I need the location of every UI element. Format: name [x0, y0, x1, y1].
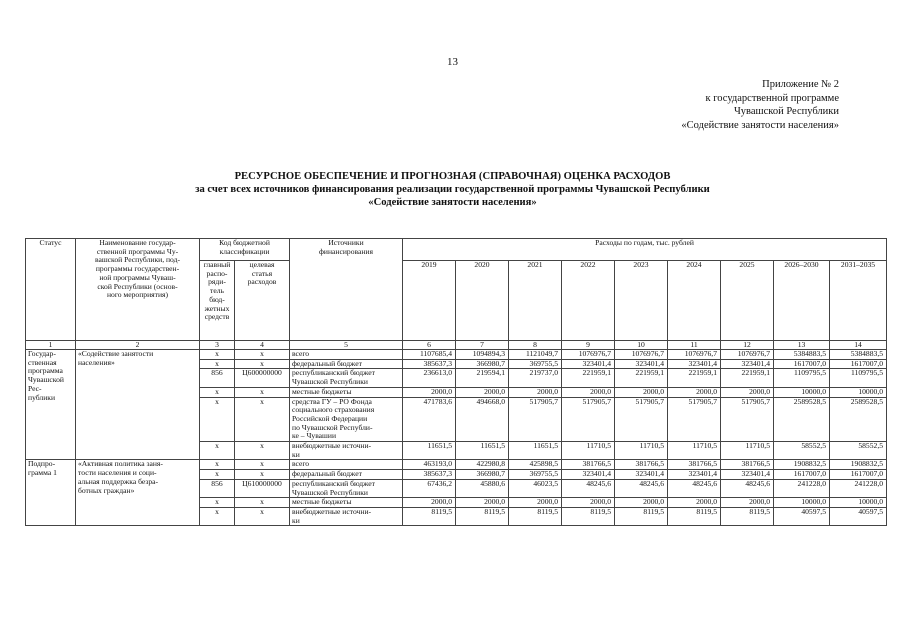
- row-value: 2000,0: [509, 387, 562, 397]
- row-value: 471783,6: [403, 397, 456, 442]
- row-grbs: 856: [200, 369, 235, 387]
- row-value: 323401,4: [668, 359, 721, 369]
- row-value: 10000,0: [774, 387, 830, 397]
- column-number: 7: [456, 341, 509, 350]
- appendix-line: к государственной программе: [705, 92, 839, 104]
- row-value: 381766,5: [562, 460, 615, 470]
- row-target: Ц610000000: [235, 479, 290, 497]
- row-value: 58552,5: [830, 442, 887, 460]
- row-value: 517905,7: [615, 397, 668, 442]
- appendix-note: [579, 78, 839, 132]
- table-header: [26, 239, 887, 341]
- row-target: x: [235, 507, 290, 525]
- header-year: 2031–2035: [830, 261, 887, 341]
- row-target: x: [235, 350, 290, 360]
- row-source: республиканский бюджет Чувашской Республики: [290, 369, 403, 387]
- row-value: 425898,5: [509, 460, 562, 470]
- row-target: x: [235, 387, 290, 397]
- row-source: внебюджетные источни- ки: [290, 442, 403, 460]
- column-number: 6: [403, 341, 456, 350]
- row-value: 2000,0: [668, 498, 721, 508]
- row-value: 323401,4: [721, 470, 774, 480]
- row-value: 366980,7: [456, 470, 509, 480]
- row-value: 221959,1: [562, 369, 615, 387]
- title-line-3: «Содействие занятости населения»: [368, 197, 537, 208]
- row-value: 40597,5: [830, 507, 887, 525]
- row-value: 422980,8: [456, 460, 509, 470]
- row-value: 221959,1: [615, 369, 668, 387]
- row-status: Подпро- грамма 1: [26, 460, 76, 526]
- row-value: 2000,0: [403, 498, 456, 508]
- column-number: 1: [26, 341, 76, 350]
- row-value: 1617007,0: [774, 470, 830, 480]
- row-source: местные бюджеты: [290, 387, 403, 397]
- row-value: 1094894,3: [456, 350, 509, 360]
- header-year: 2026–2030: [774, 261, 830, 341]
- column-number: 4: [235, 341, 290, 350]
- row-value: 2000,0: [668, 387, 721, 397]
- row-value: 11710,5: [668, 442, 721, 460]
- row-value: 48245,6: [721, 479, 774, 497]
- header-year: 2022: [562, 261, 615, 341]
- header-year: 2019: [403, 261, 456, 341]
- row-value: 517905,7: [721, 397, 774, 442]
- row-value: 2000,0: [721, 498, 774, 508]
- row-value: 1076976,7: [562, 350, 615, 360]
- document-title: [0, 170, 905, 209]
- header-year: 2024: [668, 261, 721, 341]
- title-line-2: за счет всех источников финансирования реализации государственной программы Чувашской Республики: [195, 184, 710, 195]
- row-value: 1617007,0: [774, 359, 830, 369]
- row-value: 2000,0: [615, 498, 668, 508]
- row-grbs: x: [200, 442, 235, 460]
- row-value: 45880,6: [456, 479, 509, 497]
- column-number: 3: [200, 341, 235, 350]
- row-value: 1617007,0: [830, 470, 887, 480]
- row-value: 381766,5: [668, 460, 721, 470]
- row-value: 2000,0: [721, 387, 774, 397]
- row-value: 1076976,7: [721, 350, 774, 360]
- row-grbs: x: [200, 460, 235, 470]
- row-value: 1109795,5: [830, 369, 887, 387]
- row-grbs: 856: [200, 479, 235, 497]
- row-value: 463193,0: [403, 460, 456, 470]
- row-value: 1617007,0: [830, 359, 887, 369]
- row-value: 381766,5: [721, 460, 774, 470]
- row-value: 1076976,7: [668, 350, 721, 360]
- column-number: 5: [290, 341, 403, 350]
- row-value: 2000,0: [456, 498, 509, 508]
- row-value: 10000,0: [774, 498, 830, 508]
- column-number: 8: [509, 341, 562, 350]
- appendix-line: Чувашской Республики: [733, 106, 839, 117]
- row-value: 323401,4: [615, 470, 668, 480]
- row-source: всего: [290, 460, 403, 470]
- row-value: 323401,4: [721, 359, 774, 369]
- row-value: 8119,5: [668, 507, 721, 525]
- row-value: 10000,0: [830, 387, 887, 397]
- column-number: 12: [721, 341, 774, 350]
- row-value: 11651,5: [509, 442, 562, 460]
- row-value: 11710,5: [562, 442, 615, 460]
- row-grbs: x: [200, 507, 235, 525]
- row-target: x: [235, 460, 290, 470]
- resource-table: [25, 238, 887, 526]
- row-value: 323401,4: [615, 359, 668, 369]
- row-status: Государ- ственная программа Чувашской Рес- публики: [26, 350, 76, 460]
- row-value: 48245,6: [562, 479, 615, 497]
- row-value: 517905,7: [562, 397, 615, 442]
- row-grbs: x: [200, 350, 235, 360]
- row-value: 2589528,5: [830, 397, 887, 442]
- row-value: 8119,5: [721, 507, 774, 525]
- row-value: 369755,5: [509, 470, 562, 480]
- row-name: «Активная политика заня- тости населения и соци- альная поддержка безра- ботных граждан»: [76, 460, 200, 526]
- column-number-row: [26, 341, 887, 350]
- row-value: 8119,5: [456, 507, 509, 525]
- column-number: 10: [615, 341, 668, 350]
- header-name: Наименование госудаp- ственной программы Чу- вашской Республики, под- программы государствен- ной программы Чуваш- ской Республики (основ- ного мероприятия): [76, 239, 200, 341]
- table-row: [26, 460, 887, 470]
- row-grbs: x: [200, 387, 235, 397]
- row-value: 241228,0: [830, 479, 887, 497]
- row-source: внебюджетные источни- ки: [290, 507, 403, 525]
- row-value: 1121049,7: [509, 350, 562, 360]
- row-value: 46023,5: [509, 479, 562, 497]
- row-value: 10000,0: [830, 498, 887, 508]
- header-year: 2020: [456, 261, 509, 341]
- row-value: 2589528,5: [774, 397, 830, 442]
- header-grbs: главный распо- ряди- тель бюд- жетных средств: [200, 261, 235, 341]
- row-value: 369755,5: [509, 359, 562, 369]
- row-source: федеральный бюджет: [290, 359, 403, 369]
- row-source: всего: [290, 350, 403, 360]
- row-value: 2000,0: [509, 498, 562, 508]
- header-year: 2021: [509, 261, 562, 341]
- row-source: республиканский бюджет Чувашской Республики: [290, 479, 403, 497]
- row-value: 323401,4: [562, 359, 615, 369]
- row-value: 236613,0: [403, 369, 456, 387]
- row-value: 58552,5: [774, 442, 830, 460]
- row-target: x: [235, 498, 290, 508]
- header-expenses: Расходы по годам, тыс. рублей: [403, 239, 887, 261]
- row-source: федеральный бюджет: [290, 470, 403, 480]
- header-year: 2025: [721, 261, 774, 341]
- row-value: 221959,1: [721, 369, 774, 387]
- row-value: 219737,0: [509, 369, 562, 387]
- row-value: 5384883,5: [830, 350, 887, 360]
- table-body: [26, 341, 887, 526]
- row-grbs: x: [200, 359, 235, 369]
- title-line-1: РЕСУРСНОЕ ОБЕСПЕЧЕНИЕ И ПРОГНОЗНАЯ (СПРАВОЧНАЯ) ОЦЕНКА РАСХОДОВ: [234, 171, 671, 182]
- row-value: 5384883,5: [774, 350, 830, 360]
- column-number: 13: [774, 341, 830, 350]
- row-value: 2000,0: [562, 498, 615, 508]
- row-value: 11651,5: [456, 442, 509, 460]
- row-value: 219594,1: [456, 369, 509, 387]
- appendix-line: Приложение № 2: [762, 79, 839, 90]
- row-value: 385637,3: [403, 470, 456, 480]
- row-name: «Содействие занятости населения»: [76, 350, 200, 460]
- appendix-line: «Содействие занятости населения»: [681, 119, 839, 131]
- row-value: 241228,0: [774, 479, 830, 497]
- column-number: 14: [830, 341, 887, 350]
- row-value: 366980,7: [456, 359, 509, 369]
- row-value: 8119,5: [562, 507, 615, 525]
- row-source: средства ГУ – РО Фонда социального страхования Российской Федерации по Чувашской Республи- ке – Чувашии: [290, 397, 403, 442]
- header-sources: Источники финансирования: [290, 239, 403, 341]
- row-value: 11710,5: [615, 442, 668, 460]
- row-value: 67436,2: [403, 479, 456, 497]
- row-value: 11651,5: [403, 442, 456, 460]
- row-target: x: [235, 359, 290, 369]
- row-value: 2000,0: [456, 387, 509, 397]
- row-value: 517905,7: [668, 397, 721, 442]
- row-value: 323401,4: [562, 470, 615, 480]
- column-number: 2: [76, 341, 200, 350]
- row-value: 381766,5: [615, 460, 668, 470]
- row-value: 494668,0: [456, 397, 509, 442]
- column-number: 9: [562, 341, 615, 350]
- row-value: 221959,1: [668, 369, 721, 387]
- row-target: x: [235, 397, 290, 442]
- row-value: 385637,3: [403, 359, 456, 369]
- row-grbs: x: [200, 498, 235, 508]
- row-grbs: x: [200, 397, 235, 442]
- row-value: 1109795,5: [774, 369, 830, 387]
- row-target: Ц600000000: [235, 369, 290, 387]
- row-value: 8119,5: [615, 507, 668, 525]
- row-value: 323401,4: [668, 470, 721, 480]
- header-year: 2023: [615, 261, 668, 341]
- row-grbs: x: [200, 470, 235, 480]
- column-number: 11: [668, 341, 721, 350]
- row-target: x: [235, 442, 290, 460]
- row-value: 2000,0: [403, 387, 456, 397]
- header-code: Код бюджетной классификации: [200, 239, 290, 261]
- row-value: 2000,0: [615, 387, 668, 397]
- row-value: 1908832,5: [774, 460, 830, 470]
- row-value: 1076976,7: [615, 350, 668, 360]
- row-value: 11710,5: [721, 442, 774, 460]
- row-value: 48245,6: [615, 479, 668, 497]
- table-row: [26, 350, 887, 360]
- row-value: 517905,7: [509, 397, 562, 442]
- row-value: 40597,5: [774, 507, 830, 525]
- row-source: местные бюджеты: [290, 498, 403, 508]
- header-target: целевая статья расходов: [235, 261, 290, 341]
- header-status: Статус: [26, 239, 76, 341]
- row-value: 2000,0: [562, 387, 615, 397]
- row-value: 1107685,4: [403, 350, 456, 360]
- page-number: 13: [447, 56, 458, 68]
- row-value: 1908832,5: [830, 460, 887, 470]
- row-value: 48245,6: [668, 479, 721, 497]
- row-value: 8119,5: [403, 507, 456, 525]
- row-value: 8119,5: [509, 507, 562, 525]
- row-target: x: [235, 470, 290, 480]
